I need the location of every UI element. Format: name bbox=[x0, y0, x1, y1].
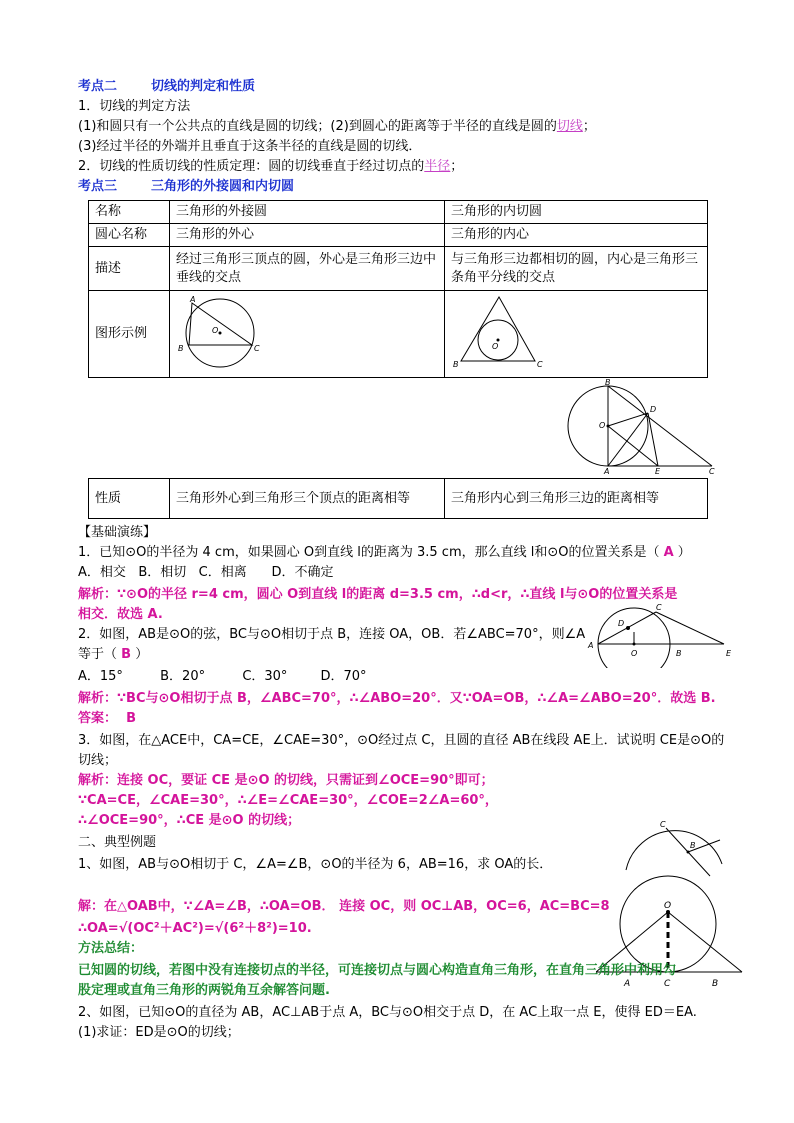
cell: 三角形的内切圆 bbox=[445, 201, 708, 224]
svg-text:C: C bbox=[664, 979, 671, 989]
svg-text:C: C bbox=[656, 603, 662, 612]
cell: 经过三角形三顶点的圆，外心是三角形三边中垂线的交点 bbox=[170, 247, 445, 291]
example1-solution-1: 解：在△OAB中，∵∠A=∠B，∴OA=OB． 连接 OC，则 OC⊥AB，OC=6，AC=BC=8 bbox=[78, 899, 610, 914]
section-2-property: 2．切线的性质切线的性质定理：圆的切线垂直于经过切点的半径； bbox=[78, 159, 464, 174]
kp2-heading: 考点二 切线的判定和性质 bbox=[78, 79, 256, 94]
svg-text:B: B bbox=[690, 841, 696, 850]
example2-text-2: (1)求证：ED是⊙O的切线； bbox=[78, 1025, 240, 1040]
q3-solution-2: ∵CA=CE，∠CAE=30°，∴∠E=∠CAE=30°，∠COE=2∠A=60°， bbox=[78, 793, 498, 808]
cell: 圆心名称 bbox=[89, 224, 170, 247]
cell: 性质 bbox=[89, 479, 170, 519]
svg-text:O: O bbox=[212, 326, 219, 335]
q3-solution-1: 解析：连接 OC，要证 CE 是⊙O 的切线，只需证到∠OCE=90°即可； bbox=[78, 773, 494, 788]
example1-text: 1、如图，AB与⊙O相切于 C，∠A=∠B，⊙O的半径为 6，AB=16，求 OA的长． bbox=[78, 857, 553, 872]
cell: 图形示例 bbox=[89, 291, 170, 378]
section-1-title: 1．切线的判定方法 bbox=[78, 99, 191, 114]
q2-text-1: 2．如图，AB是⊙O的弦，BC与⊙O相切于点 B，连接 OA，OB．若∠ABC=70°，则∠A bbox=[78, 627, 586, 642]
svg-text:O: O bbox=[631, 649, 638, 658]
q1-text: 1．已知⊙O的半径为 4 cm，如果圆心 O到直线 l的距离为 3.5 cm，那么直线 l和⊙O的位置关系是（ A ） bbox=[78, 545, 691, 560]
svg-text:C: C bbox=[537, 360, 543, 369]
q3-solution-3: ∴∠OCE=90°，∴CE 是⊙O 的切线； bbox=[78, 813, 301, 828]
svg-text:B: B bbox=[712, 979, 719, 989]
tangent-figure bbox=[562, 378, 722, 474]
svg-text:C: C bbox=[254, 344, 260, 353]
svg-text:D: D bbox=[650, 405, 657, 414]
circle-comparison-table bbox=[88, 200, 708, 378]
svg-text:B: B bbox=[605, 378, 611, 387]
example1-arc-figure bbox=[618, 818, 728, 880]
cell: 三角形外心到三角形三个顶点的距离相等 bbox=[170, 479, 445, 519]
svg-text:C: C bbox=[660, 820, 666, 829]
svg-text:O: O bbox=[664, 901, 672, 911]
example1-figure bbox=[596, 872, 746, 1002]
q1-solution-2: 相交．故选 A. bbox=[78, 607, 163, 622]
svg-text:B: B bbox=[453, 360, 459, 369]
cell: 三角形的外心 bbox=[170, 224, 445, 247]
circumcircle-figure bbox=[176, 293, 266, 369]
q3-text-1: 3．如图，在△ACE中，CA=CE，∠CAE=30°，⊙O经过点 C，且圆的直径 AB在线段 AE上．试说明 CE是⊙O的 bbox=[78, 733, 725, 748]
example2-text-1: 2、如图，已知⊙O的直径为 AB，AC⊥AB于点 A，BC与⊙O相交于点 D，在 AC上取一点 E，使得 ED＝EA. bbox=[78, 1005, 697, 1020]
svg-text:C: C bbox=[709, 467, 715, 474]
svg-text:B: B bbox=[178, 344, 184, 353]
q2-figure bbox=[586, 602, 746, 668]
svg-text:A: A bbox=[624, 979, 631, 989]
cell: 三角形的外接圆 bbox=[170, 201, 445, 224]
cell: 三角形的内心 bbox=[445, 224, 708, 247]
q3-text-2: 切线； bbox=[78, 753, 118, 768]
cell: 名称 bbox=[89, 201, 170, 224]
svg-text:B: B bbox=[676, 649, 682, 658]
q1-answer: A bbox=[663, 545, 674, 560]
q1-solution-1: 解析：∵⊙O的半径 r=4 cm，圆心 O到直线 l的距离 d=3.5 cm，∴d<r，∴直线 l与⊙O的位置关系是 bbox=[78, 587, 678, 602]
q2-answer-line: 答案： B bbox=[78, 711, 136, 726]
cell: 描述 bbox=[89, 247, 170, 291]
q1-options: A．相交 B．相切 C．相离 D．不确定 bbox=[78, 565, 334, 580]
svg-text:D: D bbox=[618, 619, 625, 628]
q2-solution: 解析：∵BC与⊙O相切于点 B，∠ABC=70°，∴∠ABO=20°．又∵OA=OB，∴∠A=∠ABO=20°．故选 B. bbox=[78, 691, 716, 706]
svg-text:O: O bbox=[492, 342, 499, 351]
svg-text:E: E bbox=[655, 467, 661, 474]
svg-text:E: E bbox=[726, 649, 732, 658]
q2-options: A．15° B．20° C．30° D．70° bbox=[78, 669, 367, 684]
method-summary-label: 方法总结： bbox=[78, 941, 144, 956]
method-summary-1: 已知圆的切线，若图中没有连接切点的半径，可连接切点与圆心构造直角三角形，在直角三角形中利用勾 bbox=[78, 963, 677, 978]
method-summary-2: 股定理或直角三角形的两锐角互余解答问题. bbox=[78, 983, 330, 998]
svg-text:A: A bbox=[604, 467, 610, 474]
incircle-figure-cell bbox=[445, 291, 708, 378]
svg-text:O: O bbox=[599, 421, 606, 430]
section-1-methods-b: (3)经过半径的外端并且垂直于这条半径的直线是圆的切线． bbox=[78, 139, 422, 154]
section-2-heading: 二、典型例题 bbox=[78, 835, 157, 850]
incircle-figure bbox=[451, 293, 551, 369]
circumcircle-figure-cell bbox=[170, 291, 445, 378]
cell: 三角形内心到三角形三边的距离相等 bbox=[445, 479, 708, 519]
svg-text:A: A bbox=[190, 295, 196, 304]
tangent-link[interactable]: 切线 bbox=[556, 119, 583, 134]
section-1-methods-a: (1)和圆只有一个公共点的直线是圆的切线；(2)到圆心的距离等于半径的直线是圆的切线； bbox=[78, 119, 596, 134]
q2-text-2: 等于（ B ） bbox=[78, 647, 149, 662]
kp3-heading: 考点三 三角形的外接圆和内切圆 bbox=[78, 179, 295, 194]
q2-answer: B bbox=[121, 647, 132, 662]
basic-heading: 【基础演练】 bbox=[78, 525, 157, 540]
example1-solution-2: ∴OA=√(OC²＋AC²)=√(6²＋8²)=10. bbox=[78, 921, 312, 936]
radius-link[interactable]: 半径 bbox=[424, 159, 451, 174]
svg-text:A: A bbox=[588, 641, 594, 650]
property-table bbox=[88, 478, 708, 519]
cell: 与三角形三边都相切的圆，内心是三角形三条角平分线的交点 bbox=[445, 247, 708, 291]
